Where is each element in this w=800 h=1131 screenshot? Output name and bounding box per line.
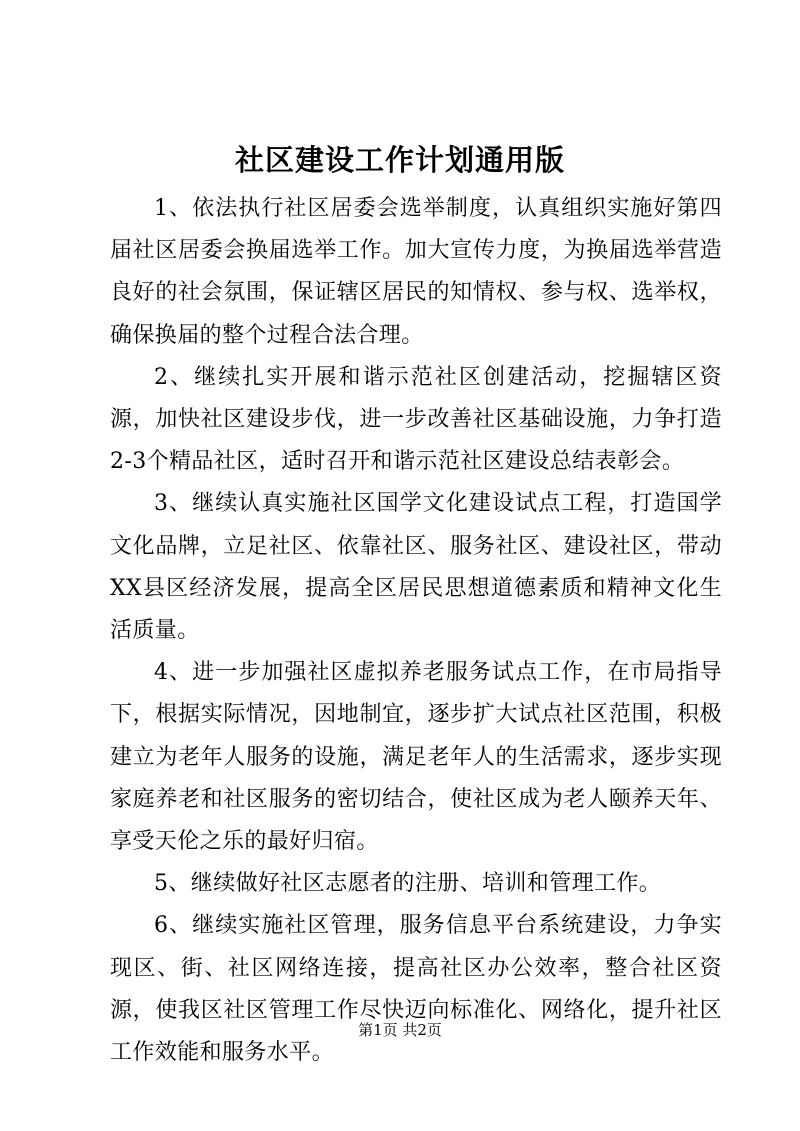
paragraph-5: 5、继续做好社区志愿者的注册、培训和管理工作。 [154,871,662,897]
page-number-footer: 第1页 共2页 [358,1021,442,1039]
paragraph-2: 2、继续扎实开展和谐示范社区创建活动，挖掘辖区资源，加快社区建设步伐，进一步改善社区基础设施，力争打造2-3个精品社区，适时召开和谐示范社区建设总结表彰会。 [110,364,722,475]
paragraph-4: 4、进一步加强社区虚拟养老服务试点工作，在市局指导下，根据实际情况，因地制宜，逐步扩大试点社区范围，积极建立为老年人服务的设施，满足老年人的生活需求，逐步实现家庭养老和社区服务的密切结合，使社区成为老人颐养天年、享受天伦之乐的最好归宿。 [110,660,722,855]
paragraph-3: 3、继续认真实施社区国学文化建设试点工程，打造国学文化品牌，立足社区、依靠社区、服务社区、建设社区，带动XX县区经济发展，提高全区居民思想道德素质和精神文化生活质量。 [110,491,722,644]
paragraph-6: 6、继续实施社区管理，服务信息平台系统建设，力争实现区、街、社区网络连接，提高社区办公效率，整合社区资源，使我区社区管理工作尽快迈向标准化、网络化，提升社区工作效能和服务水平。 [110,913,722,1066]
document-body [110,188,722,1074]
document-title: 社区建设工作计划通用版 [234,143,565,177]
paragraph-1: 1、依法执行社区居委会选举制度，认真组织实施好第四届社区居委会换届选举工作。加大宣传力度，为换届选举营造良好的社会氛围，保证辖区居民的知情权、参与权、选举权，确保换届的整个过程合法合理。 [110,196,722,348]
